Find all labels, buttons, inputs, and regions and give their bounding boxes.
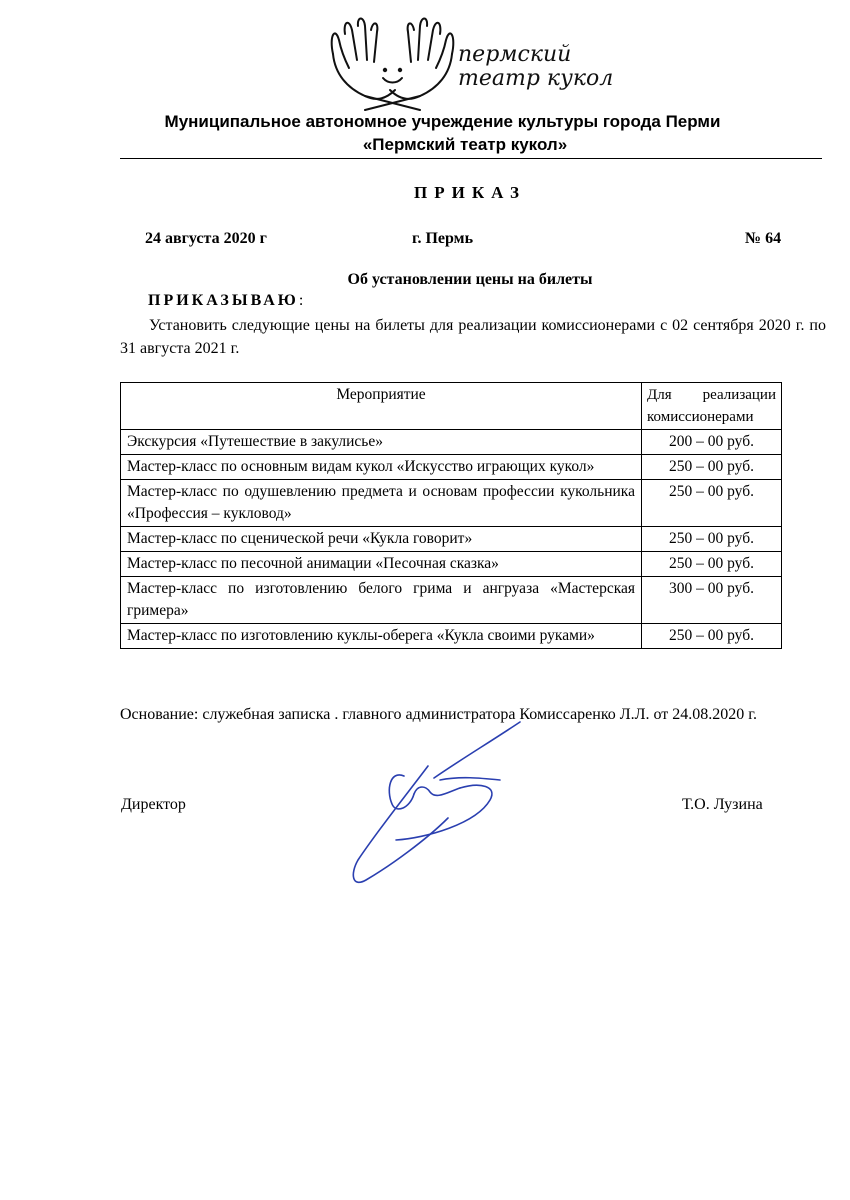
document-number: № 64 — [745, 230, 782, 247]
order-paragraph: Установить следующие цены на билеты для реализации комиссионерами с 02 сентября 2020 г. по 31 августа 2021 г. — [120, 317, 826, 357]
order-heading — [148, 292, 303, 310]
event-cell: Экскурсия «Путешествие в закулисье» — [121, 430, 642, 455]
document-title: ПРИКАЗ — [414, 183, 526, 202]
event-cell: Мастер-класс по основным видам кукол «Искусство играющих кукол» — [121, 455, 642, 480]
basis-note: Основание: служебная записка . главного администратора Комиссаренко Л.Л. от 24.08.2020 г. — [120, 706, 758, 723]
table-row — [121, 552, 782, 577]
document-city: г. Пермь — [412, 230, 474, 247]
event-cell: Мастер-класс по изготовлению белого грима и ангруаза «Мастерская гримера» — [121, 577, 642, 624]
price-cell: 250 – 00 руб. — [642, 480, 782, 527]
signature-icon — [330, 720, 560, 895]
price-cell: 250 – 00 руб. — [642, 624, 782, 649]
event-cell: Мастер-класс по сценической речи «Кукла говорит» — [121, 527, 642, 552]
header-divider — [120, 158, 822, 159]
eye-left-icon — [383, 68, 387, 72]
document-subject: Об установлении цены на билеты — [347, 271, 593, 288]
price-cell: 250 – 00 руб. — [642, 455, 782, 480]
event-cell: Мастер-класс по песочной анимации «Песочная сказка» — [121, 552, 642, 577]
eye-right-icon — [398, 68, 402, 72]
organization-short-name: «Пермский театр кукол» — [362, 135, 568, 154]
director-name: Т.О. Лузина — [682, 796, 763, 813]
table-header-row — [121, 383, 782, 430]
order-word: ПРИКАЗЫВАЮ — [148, 292, 299, 309]
price-table — [120, 382, 782, 649]
table-row — [121, 624, 782, 649]
table-row — [121, 480, 782, 527]
organization-name: Муниципальное автономное учреждение культуры города Перми — [164, 112, 721, 131]
document-date: 24 августа 2020 г — [145, 230, 267, 247]
price-cell: 300 – 00 руб. — [642, 577, 782, 624]
table-row — [121, 527, 782, 552]
price-cell: 200 – 00 руб. — [642, 430, 782, 455]
event-cell: Мастер-класс по изготовлению куклы-оберега «Кукла своими руками» — [121, 624, 642, 649]
table-row — [121, 577, 782, 624]
column-header-price: Для реализации комиссионерами — [642, 383, 782, 430]
director-label: Директор — [121, 796, 186, 813]
table-row — [121, 430, 782, 455]
logo-text-line2: театр кукол — [458, 66, 614, 91]
hands-logo-icon — [325, 16, 460, 112]
table-row — [121, 455, 782, 480]
price-cell: 250 – 00 руб. — [642, 527, 782, 552]
event-cell: Мастер-класс по одушевлению предмета и основам профессии кукольника «Профессия – кукловод» — [121, 480, 642, 527]
order-colon: : — [298, 292, 304, 309]
price-cell: 250 – 00 руб. — [642, 552, 782, 577]
theatre-logo — [325, 16, 625, 112]
logo-text-line1: пермский — [458, 42, 572, 67]
column-header-event: Мероприятие — [121, 383, 642, 430]
